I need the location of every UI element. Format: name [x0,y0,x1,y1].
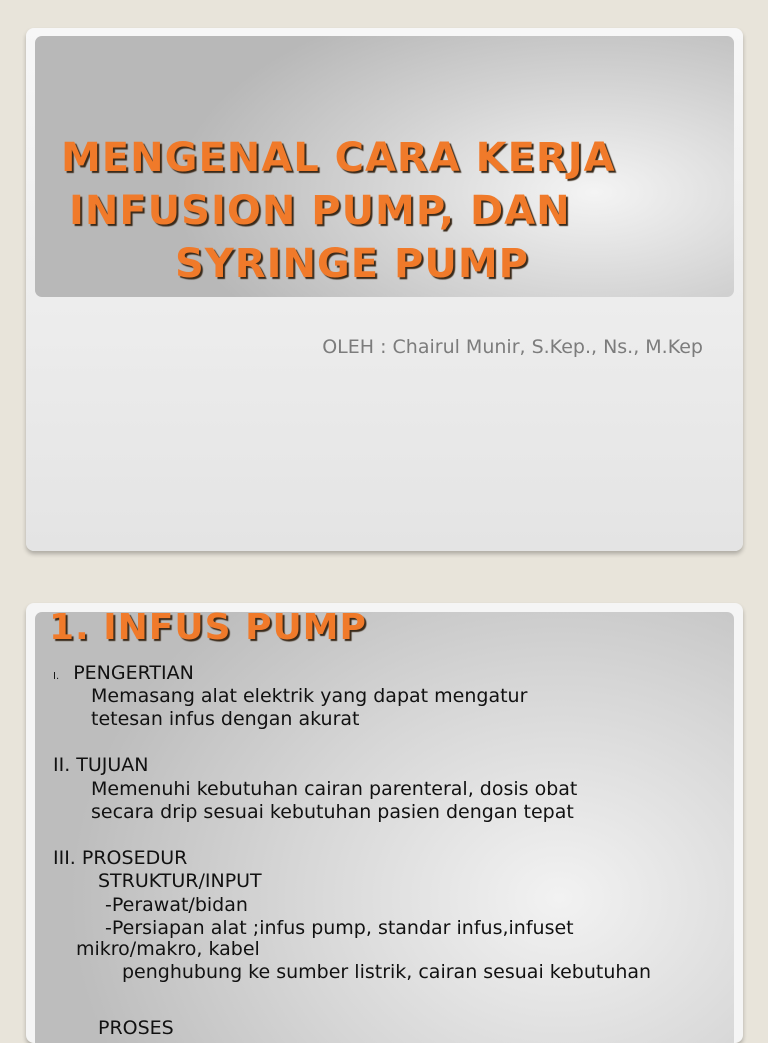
section-label: PENGERTIAN [73,662,194,684]
section-prosedur-label: III. PROSEDUR [53,847,188,869]
proses-label: PROSES [98,1017,174,1039]
title-line-2: INFUSION PUMP, DAN [69,188,571,234]
slide-heading: 1. INFUS PUMP [49,607,367,648]
title-slide [26,28,743,551]
roman-marker: I. [53,671,60,682]
pengertian-line-1: Memasang alat elektrik yang dapat mengatur [91,685,528,707]
content-panel [35,607,734,1043]
prosedur-item-2: -Persiapan alat ;infus pump, standar infus,infuset [105,917,574,939]
tujuan-line-2: secara drip sesuai kebutuhan pasien dengan tepat [91,801,574,823]
author-subtitle: OLEH : Chairul Munir, S.Kep., Ns., M.Kep [322,336,703,358]
prosedur-item-1: -Perawat/bidan [105,894,248,916]
tujuan-line-1: Memenuhi kebutuhan cairan parenteral, dosis obat [91,778,578,800]
slide-title [35,132,734,291]
title-line-3: SYRINGE PUMP [175,241,529,287]
title-panel [35,36,734,297]
prosedur-item-4: penghubung ke sumber listrik, cairan sesuai kebutuhan [122,961,652,983]
content-slide [26,603,743,1043]
pengertian-line-2: tetesan infus dengan akurat [91,708,360,730]
title-line-1: MENGENAL CARA KERJA [61,135,616,181]
section-tujuan-label: II. TUJUAN [53,754,149,776]
prosedur-item-3: mikro/makro, kabel [76,938,260,960]
prosedur-sub-label: STRUKTUR/INPUT [98,870,262,892]
